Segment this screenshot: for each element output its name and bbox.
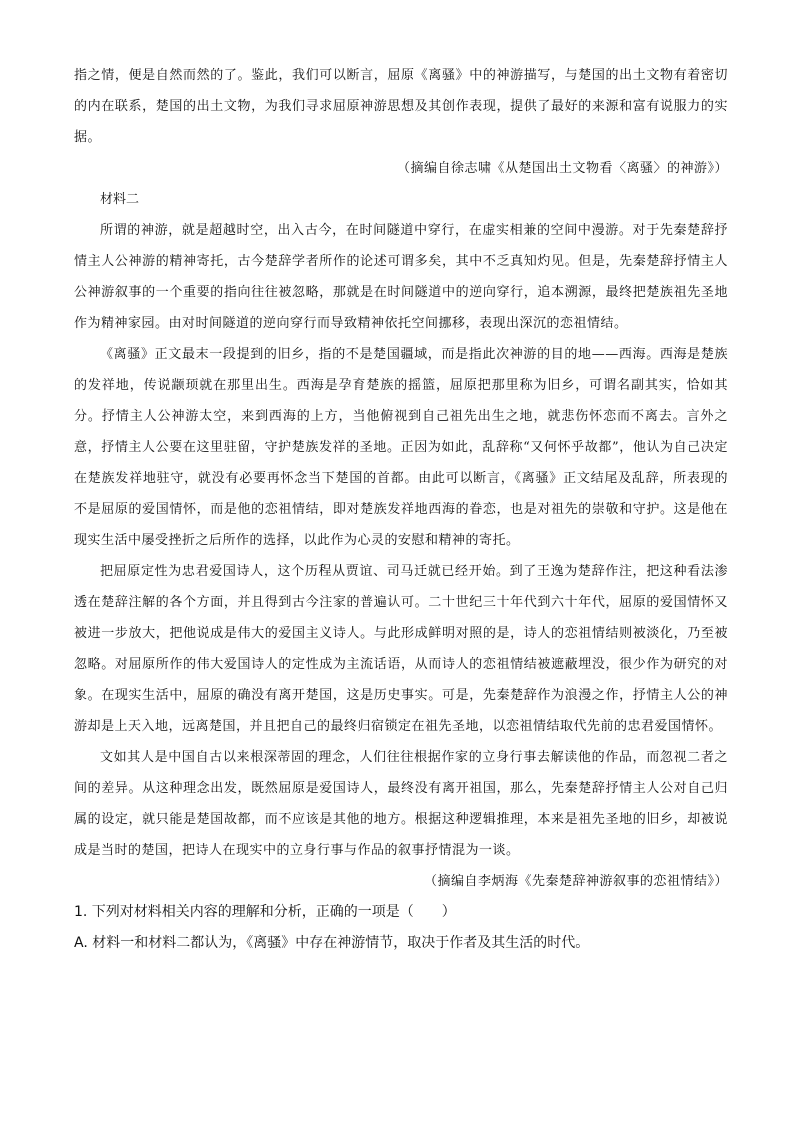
material1-tail-paragraph: 指之情，便是自然而然的了。鉴此，我们可以断言，屈原《离骚》中的神游描写，与楚国的出土文物有着密切的内在联系，楚国的出土文物，为我们寻求屈原神游思想及其创作表现，提供了最好的来源和富有说服力的实据。 bbox=[74, 68, 728, 145]
material2-paragraph-2: 《离骚》正文最末一段提到的旧乡，指的不是楚国疆域，而是指此次神游的目的地——西海。西海是楚族的发祥地，传说颛顼就在那里出生。西海是孕育楚族的摇篮，屈原把那里称为旧乡，可谓名副其实，恰如其分。抒情主人公神游太空，来到西海的上方，当他俯视到自己祖先出生之地，就悲伤怀恋而不离去。言外之意，抒情主人公要在这里驻留，守护楚族发祥的圣地。正因为如此，乱辞称“又何怀乎故都”，他认为自己决定在楚族发祥地驻守，就没有必要再怀念当下楚国的首都。由此可以断言，《离骚》正文结尾及乱辞，所表现的不是屈原的爱国情怀，而是他的恋祖情结，即对楚族发祥地西海的眷恋，也是对祖先的崇敬和守护。这是他在现实生活中屡受挫折之后所作的选择，以此作为心灵的安慰和精神的寄托。 bbox=[74, 347, 728, 548]
material2-paragraph-4: 文如其人是中国自古以来根深蒂固的理念，人们往往根据作家的立身行事去解读他的作品，而忽视二者之间的差异。从这种理念出发，既然屈原是爱国诗人，最终没有离开祖国，那么，先秦楚辞抒情主人公对自己归属的设定，就只能是楚国故都，而不应该是其他的地方。根据这种逻辑推理，本来是祖先圣地的旧乡，却被说成是当时的楚国，把诗人在现实中的立身行事与作品的叙事抒情混为一谈。 bbox=[74, 750, 728, 858]
source-citation-1: （摘编自徐志啸《从楚国出土文物看〈离骚〉的神游》） bbox=[396, 161, 728, 176]
question-1-option-a: A. 材料一和材料二都认为，《离骚》中存在神游情节，取决于作者及其生活的时代。 bbox=[74, 935, 590, 951]
material2-paragraph-3: 把屈原定性为忠君爱国诗人，这个历程从贾谊、司马迁就已经开始。到了王逸为楚辞作注，把这种看法渗透在楚辞注解的各个方面，并且得到古今注家的普遍认可。二十世纪三十年代到六十年代，屈原的爱国情怀又被进一步放大，把他说成是伟大的爱国主义诗人。与此形成鲜明对照的是，诗人的恋祖情结则被淡化，乃至被忽略。对屈原所作的伟大爱国诗人的定性成为主流话语，从而诗人的恋祖情结被遮蔽埋没，很少作为研究的对象。在现实生活中，屈原的确没有离开楚国，这是历史事实。可是，先秦楚辞作为浪漫之作，抒情主人公的神游却是上天入地，远离楚国，并且把自己的最终归宿锁定在祖先圣地，以恋祖情结取代先前的忠君爱国情怀。 bbox=[74, 564, 728, 734]
material2-heading: 材料二 bbox=[100, 192, 140, 207]
material2-paragraph-1: 所谓的神游，就是超越时空，出入古今，在时间隧道中穿行，在虚实相兼的空间中漫游。对于先秦楚辞抒情主人公神游的精神寄托，古今楚辞学者所作的论述可谓多矣，其中不乏真知灼见。但是，先秦楚辞抒情主人公神游叙事的一个重要的指向往往被忽略，那就是在时间隧道中的逆向穿行，追本溯源，最终把楚族祖先圣地作为精神家园。由对时间隧道的逆向穿行而导致精神依托空间挪移，表现出深沉的恋祖情结。 bbox=[74, 223, 728, 331]
question-1: 1. 下列对材料相关内容的理解和分析，正确的一项是（ ） bbox=[74, 904, 456, 920]
source-citation-2: （摘编自李炳海《先秦楚辞神游叙事的恋祖情结》） bbox=[423, 874, 728, 889]
